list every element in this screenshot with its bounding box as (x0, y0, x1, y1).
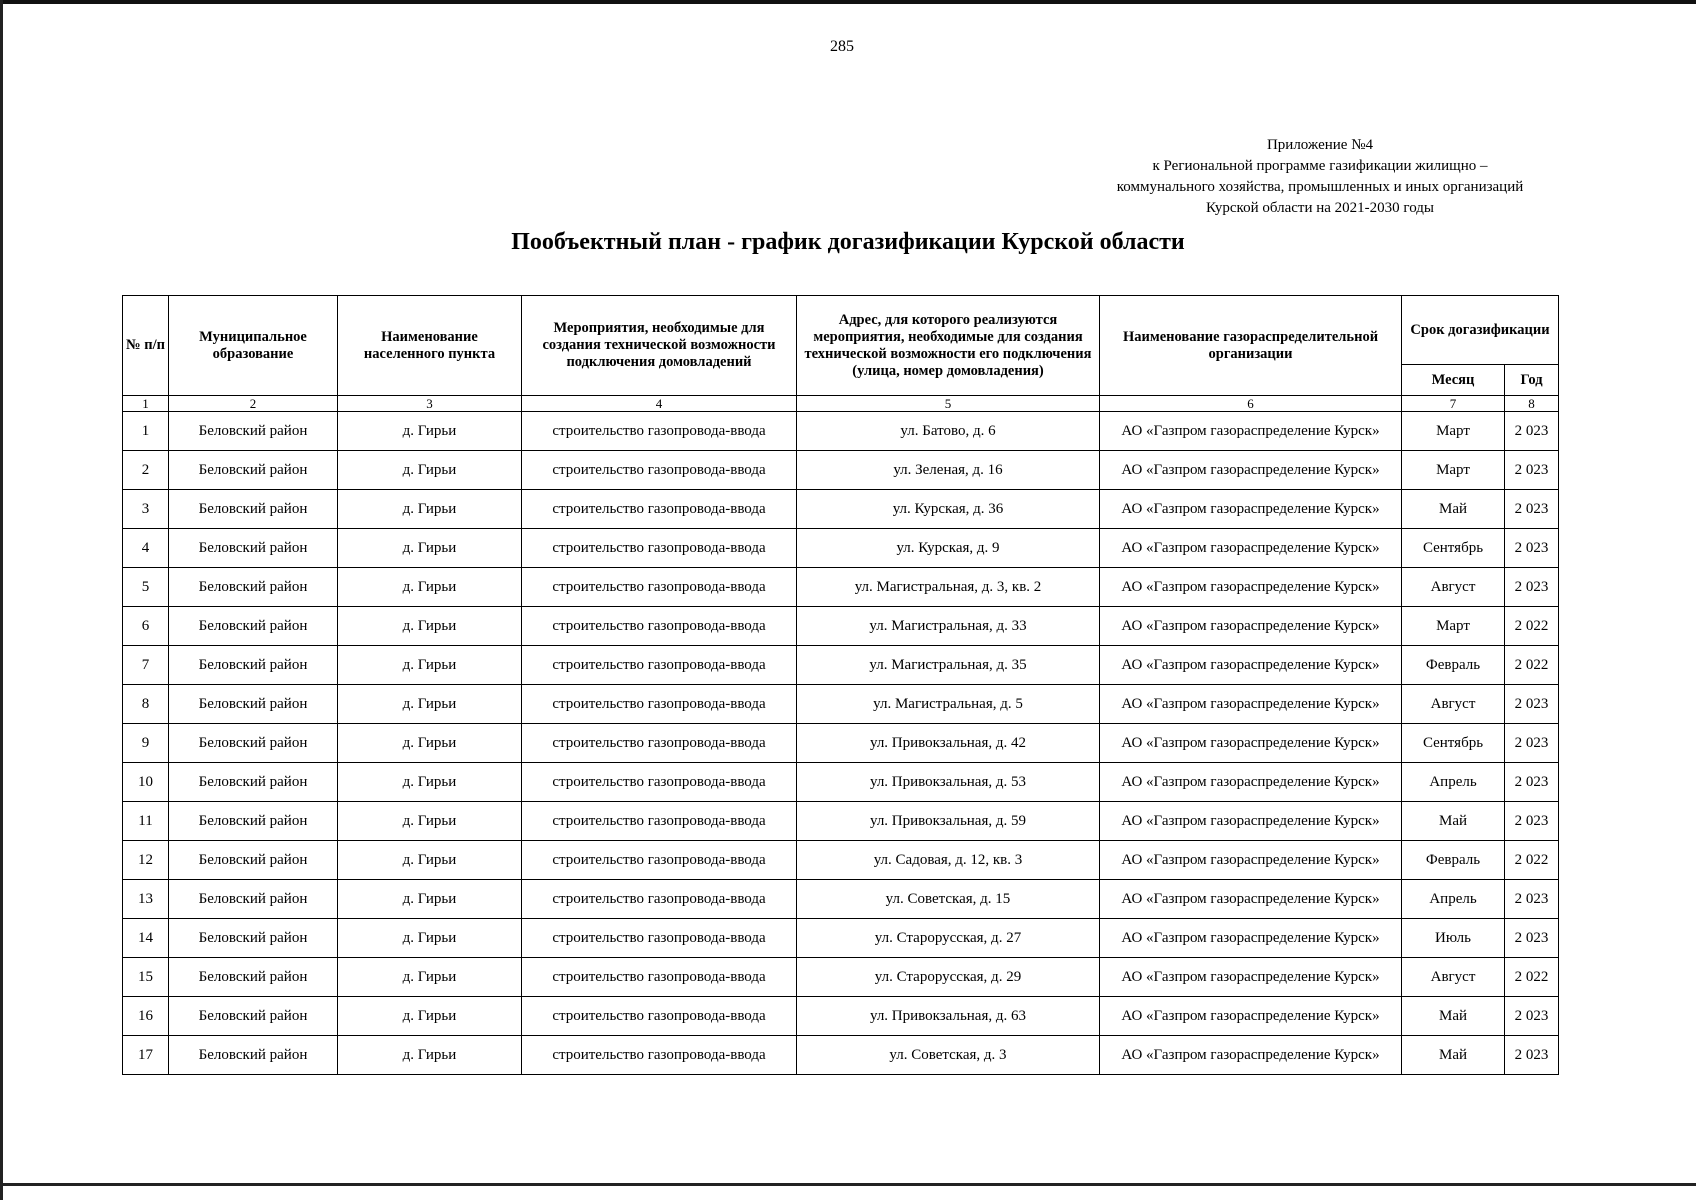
cell-month: Сентябрь (1402, 529, 1505, 568)
table-row (123, 802, 1559, 841)
cell-address: ул. Советская, д. 3 (797, 1036, 1100, 1075)
header-month: Месяц (1402, 365, 1505, 396)
column-number: 4 (522, 396, 797, 412)
cell-address: ул. Курская, д. 9 (797, 529, 1100, 568)
cell-year: 2 023 (1505, 880, 1559, 919)
cell-address: ул. Магистральная, д. 35 (797, 646, 1100, 685)
table-row (123, 724, 1559, 763)
appendix-note (1080, 135, 1560, 219)
cell-organization: АО «Газпром газораспределение Курск» (1100, 841, 1402, 880)
cell-num: 14 (123, 919, 169, 958)
cell-num: 10 (123, 763, 169, 802)
header-address: Адрес, для которого реализуются мероприятия, необходимые для создания технической возможности его подключения (улица, номер домовладения) (797, 296, 1100, 396)
cell-address: ул. Курская, д. 36 (797, 490, 1100, 529)
cell-organization: АО «Газпром газораспределение Курск» (1100, 724, 1402, 763)
header-deadline: Срок догазификации (1402, 296, 1559, 365)
cell-settlement: д. Гирьи (338, 451, 522, 490)
cell-year: 2 022 (1505, 607, 1559, 646)
cell-num: 1 (123, 412, 169, 451)
cell-num: 7 (123, 646, 169, 685)
table-row (123, 1036, 1559, 1075)
page-number: 285 (830, 38, 854, 55)
cell-measure: строительство газопровода-ввода (522, 412, 797, 451)
cell-municipality: Беловский район (169, 529, 338, 568)
appendix-line: коммунального хозяйства, промышленных и иных организаций (1116, 179, 1524, 195)
cell-year: 2 022 (1505, 841, 1559, 880)
cell-municipality: Беловский район (169, 802, 338, 841)
cell-num: 4 (123, 529, 169, 568)
header-num: № п/п (123, 296, 169, 396)
cell-address: ул. Советская, д. 15 (797, 880, 1100, 919)
cell-organization: АО «Газпром газораспределение Курск» (1100, 919, 1402, 958)
cell-municipality: Беловский район (169, 997, 338, 1036)
table-row (123, 880, 1559, 919)
cell-organization: АО «Газпром газораспределение Курск» (1100, 685, 1402, 724)
cell-measure: строительство газопровода-ввода (522, 802, 797, 841)
cell-settlement: д. Гирьи (338, 724, 522, 763)
appendix-line: к Региональной программе газификации жилищно – (1152, 158, 1488, 174)
cell-municipality: Беловский район (169, 880, 338, 919)
cell-num: 3 (123, 490, 169, 529)
cell-organization: АО «Газпром газораспределение Курск» (1100, 880, 1402, 919)
cell-address: ул. Привокзальная, д. 53 (797, 763, 1100, 802)
scan-edge-top (0, 0, 1696, 4)
cell-measure: строительство газопровода-ввода (522, 568, 797, 607)
table-row (123, 529, 1559, 568)
cell-measure: строительство газопровода-ввода (522, 880, 797, 919)
cell-settlement: д. Гирьи (338, 919, 522, 958)
cell-month: Август (1402, 568, 1505, 607)
cell-organization: АО «Газпром газораспределение Курск» (1100, 529, 1402, 568)
cell-num: 6 (123, 607, 169, 646)
cell-settlement: д. Гирьи (338, 412, 522, 451)
table-body (123, 396, 1559, 1075)
cell-num: 16 (123, 997, 169, 1036)
cell-organization: АО «Газпром газораспределение Курск» (1100, 646, 1402, 685)
table-row (123, 841, 1559, 880)
cell-municipality: Беловский район (169, 568, 338, 607)
cell-address: ул. Магистральная, д. 3, кв. 2 (797, 568, 1100, 607)
cell-year: 2 023 (1505, 724, 1559, 763)
cell-organization: АО «Газпром газораспределение Курск» (1100, 802, 1402, 841)
appendix-line: Курской области на 2021-2030 годы (1206, 200, 1434, 216)
cell-municipality: Беловский район (169, 646, 338, 685)
cell-year: 2 023 (1505, 997, 1559, 1036)
cell-municipality: Беловский район (169, 841, 338, 880)
cell-measure: строительство газопровода-ввода (522, 724, 797, 763)
cell-municipality: Беловский район (169, 685, 338, 724)
column-number: 5 (797, 396, 1100, 412)
cell-address: ул. Садовая, д. 12, кв. 3 (797, 841, 1100, 880)
header-measures: Мероприятия, необходимые для создания технической возможности подключения домовладений (522, 296, 797, 396)
cell-month: Август (1402, 685, 1505, 724)
cell-num: 5 (123, 568, 169, 607)
cell-month: Июль (1402, 919, 1505, 958)
table-row (123, 958, 1559, 997)
cell-municipality: Беловский район (169, 724, 338, 763)
cell-address: ул. Старорусская, д. 29 (797, 958, 1100, 997)
cell-municipality: Беловский район (169, 490, 338, 529)
cell-year: 2 023 (1505, 412, 1559, 451)
cell-address: ул. Магистральная, д. 5 (797, 685, 1100, 724)
table-row (123, 997, 1559, 1036)
cell-settlement: д. Гирьи (338, 529, 522, 568)
cell-settlement: д. Гирьи (338, 958, 522, 997)
table-row (123, 685, 1559, 724)
cell-settlement: д. Гирьи (338, 568, 522, 607)
cell-measure: строительство газопровода-ввода (522, 997, 797, 1036)
scan-edge-left (0, 0, 3, 1200)
cell-settlement: д. Гирьи (338, 1036, 522, 1075)
cell-municipality: Беловский район (169, 1036, 338, 1075)
cell-num: 15 (123, 958, 169, 997)
cell-measure: строительство газопровода-ввода (522, 1036, 797, 1075)
table-row (123, 568, 1559, 607)
cell-municipality: Беловский район (169, 763, 338, 802)
header-municipality: Муниципальное образование (169, 296, 338, 396)
cell-measure: строительство газопровода-ввода (522, 841, 797, 880)
cell-municipality: Беловский район (169, 412, 338, 451)
cell-year: 2 023 (1505, 919, 1559, 958)
table-row (123, 763, 1559, 802)
table-row (123, 490, 1559, 529)
cell-address: ул. Старорусская, д. 27 (797, 919, 1100, 958)
cell-num: 12 (123, 841, 169, 880)
header-settlement: Наименование населенного пункта (338, 296, 522, 396)
column-number: 3 (338, 396, 522, 412)
cell-settlement: д. Гирьи (338, 646, 522, 685)
cell-organization: АО «Газпром газораспределение Курск» (1100, 1036, 1402, 1075)
cell-measure: строительство газопровода-ввода (522, 451, 797, 490)
cell-month: Май (1402, 997, 1505, 1036)
cell-organization: АО «Газпром газораспределение Курск» (1100, 958, 1402, 997)
cell-settlement: д. Гирьи (338, 997, 522, 1036)
cell-measure: строительство газопровода-ввода (522, 490, 797, 529)
cell-month: Февраль (1402, 841, 1505, 880)
cell-year: 2 022 (1505, 646, 1559, 685)
cell-month: Май (1402, 1036, 1505, 1075)
cell-month: Февраль (1402, 646, 1505, 685)
cell-month: Август (1402, 958, 1505, 997)
cell-address: ул. Зеленая, д. 16 (797, 451, 1100, 490)
cell-num: 11 (123, 802, 169, 841)
cell-year: 2 023 (1505, 1036, 1559, 1075)
cell-settlement: д. Гирьи (338, 607, 522, 646)
cell-municipality: Беловский район (169, 451, 338, 490)
table-row (123, 451, 1559, 490)
cell-organization: АО «Газпром газораспределение Курск» (1100, 763, 1402, 802)
column-number: 6 (1100, 396, 1402, 412)
cell-year: 2 023 (1505, 529, 1559, 568)
cell-measure: строительство газопровода-ввода (522, 646, 797, 685)
appendix-line: Приложение №4 (1266, 137, 1374, 153)
cell-year: 2 023 (1505, 490, 1559, 529)
cell-organization: АО «Газпром газораспределение Курск» (1100, 607, 1402, 646)
cell-measure: строительство газопровода-ввода (522, 685, 797, 724)
cell-municipality: Беловский район (169, 607, 338, 646)
cell-year: 2 023 (1505, 763, 1559, 802)
cell-num: 2 (123, 451, 169, 490)
cell-num: 13 (123, 880, 169, 919)
cell-organization: АО «Газпром газораспределение Курск» (1100, 568, 1402, 607)
scan-edge-bottom (0, 1183, 1696, 1186)
gasification-schedule-table (122, 295, 1559, 1075)
cell-num: 8 (123, 685, 169, 724)
document-title: Пообъектный план - график догазификации Курской области (511, 229, 1185, 255)
cell-num: 17 (123, 1036, 169, 1075)
header-year: Год (1505, 365, 1559, 396)
table-row (123, 412, 1559, 451)
cell-year: 2 023 (1505, 451, 1559, 490)
cell-settlement: д. Гирьи (338, 490, 522, 529)
cell-month: Март (1402, 451, 1505, 490)
column-number: 2 (169, 396, 338, 412)
cell-year: 2 023 (1505, 802, 1559, 841)
column-number: 8 (1505, 396, 1559, 412)
cell-measure: строительство газопровода-ввода (522, 919, 797, 958)
cell-month: Сентябрь (1402, 724, 1505, 763)
cell-month: Май (1402, 802, 1505, 841)
cell-settlement: д. Гирьи (338, 685, 522, 724)
column-number-row (123, 396, 1559, 412)
table-row (123, 646, 1559, 685)
cell-year: 2 023 (1505, 685, 1559, 724)
cell-measure: строительство газопровода-ввода (522, 763, 797, 802)
column-number: 1 (123, 396, 169, 412)
cell-organization: АО «Газпром газораспределение Курск» (1100, 412, 1402, 451)
cell-month: Апрель (1402, 880, 1505, 919)
cell-organization: АО «Газпром газораспределение Курск» (1100, 997, 1402, 1036)
cell-address: ул. Привокзальная, д. 63 (797, 997, 1100, 1036)
cell-settlement: д. Гирьи (338, 880, 522, 919)
cell-month: Март (1402, 607, 1505, 646)
cell-measure: строительство газопровода-ввода (522, 958, 797, 997)
cell-measure: строительство газопровода-ввода (522, 529, 797, 568)
cell-settlement: д. Гирьи (338, 763, 522, 802)
table-row (123, 919, 1559, 958)
cell-year: 2 022 (1505, 958, 1559, 997)
column-number: 7 (1402, 396, 1505, 412)
cell-municipality: Беловский район (169, 919, 338, 958)
cell-num: 9 (123, 724, 169, 763)
cell-month: Апрель (1402, 763, 1505, 802)
cell-organization: АО «Газпром газораспределение Курск» (1100, 490, 1402, 529)
table-row (123, 607, 1559, 646)
cell-year: 2 023 (1505, 568, 1559, 607)
cell-municipality: Беловский район (169, 958, 338, 997)
cell-address: ул. Привокзальная, д. 59 (797, 802, 1100, 841)
cell-address: ул. Магистральная, д. 33 (797, 607, 1100, 646)
cell-measure: строительство газопровода-ввода (522, 607, 797, 646)
cell-month: Май (1402, 490, 1505, 529)
header-organization: Наименование газораспределительной организации (1100, 296, 1402, 396)
cell-settlement: д. Гирьи (338, 802, 522, 841)
cell-month: Март (1402, 412, 1505, 451)
cell-address: ул. Батово, д. 6 (797, 412, 1100, 451)
cell-organization: АО «Газпром газораспределение Курск» (1100, 451, 1402, 490)
cell-settlement: д. Гирьи (338, 841, 522, 880)
cell-address: ул. Привокзальная, д. 42 (797, 724, 1100, 763)
